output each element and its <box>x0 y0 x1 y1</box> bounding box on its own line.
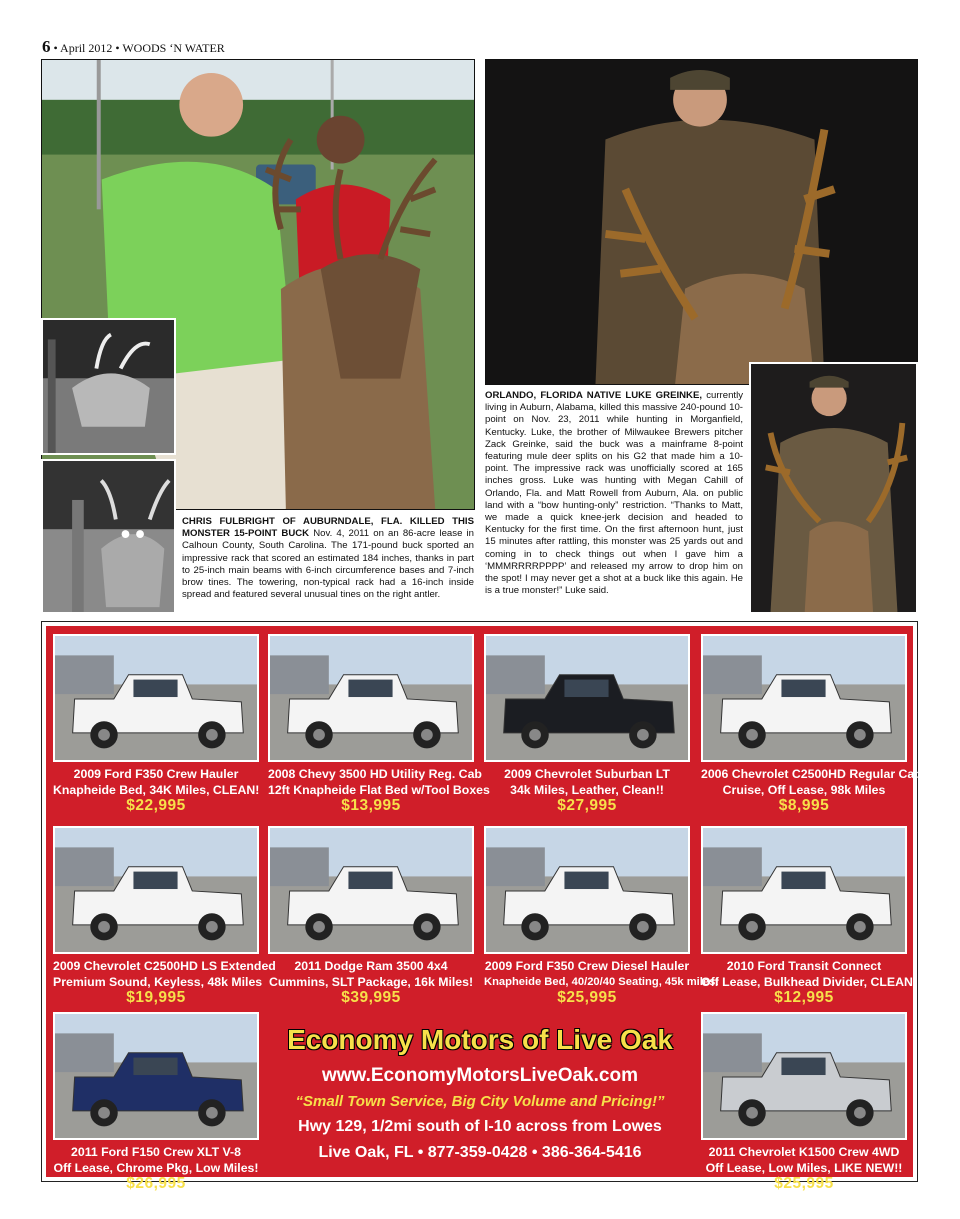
truck-features: Premium Sound, Keyless, 48k Miles <box>53 975 263 989</box>
truck-price: $19,995 <box>126 989 186 1006</box>
truck-photo <box>484 634 690 762</box>
truck-photo <box>53 634 259 762</box>
photo-greinke-inset <box>749 362 918 614</box>
truck-listing <box>53 826 276 1006</box>
dealer-slogan: “Small Town Service, Big City Volume and Pricing!” <box>295 1093 665 1110</box>
truck-features: Cummins, SLT Package, 16k Miles! <box>268 975 474 989</box>
truck-title: 2009 Ford F350 Crew Diesel Hauler <box>484 959 690 973</box>
truck-title: 2010 Ford Transit Connect <box>726 959 882 973</box>
dealer-address: Hwy 129, 1/2mi south of I-10 across from Lowes <box>298 1118 662 1135</box>
truck-title: 2009 Chevrolet C2500HD LS Extended <box>53 959 276 973</box>
dealer-contact: Live Oak, FL • 877-359-0428 • 386-364-5416 <box>318 1144 642 1161</box>
truck-features: Cruise, Off Lease, 98k Miles <box>722 783 886 797</box>
dealer-website[interactable]: www.EconomyMotorsLiveOak.com <box>321 1065 639 1086</box>
dealer-name: Economy Motors of Live Oak <box>287 1024 673 1055</box>
truck-listing <box>53 1012 259 1192</box>
truck-title: 2011 Ford F150 Crew XLT V-8 <box>71 1145 241 1159</box>
story-greinke-body: currently living in Auburn, Alabama, killed this massive 240-pound 10-point on Nov. 23, 2011 while hunting in Morganfield, Kentucky. Luke, the brother of Milwaukee Brewers pitcher Zack Greinke, said the buck was a mainframe 8-point featuring mule deer splits on his G2 that made him a 10-point. The impressive rack was unofficially scored at 165 inches gross. Luke was hunting with Megan Cahill of Orlando, Fla. and Matt Rowell from Auburn, Ala. on public land with a “bow hunting-only” restriction. “Thanks to Matt, we made a quick knee-jerk decision and headed to Kentucky for the first time. On the first afternoon hunt, just 15 minutes after rattling, this monster was 25 yards out and coming in to check things out when I gave him a ‘MMMRRRRPPPP’ and released my arrow to drop him on the spot! I may never get a shot at a buck like this again. He is a true monster!” Luke said. <box>485 390 744 597</box>
truck-features: 12ft Knapheide Flat Bed w/Tool Boxes <box>268 783 490 797</box>
truck-price: $22,995 <box>126 797 186 814</box>
truck-listing <box>701 1012 907 1192</box>
truck-photo <box>701 634 907 762</box>
truck-listing <box>484 826 720 1006</box>
truck-title: 2006 Chevrolet C2500HD Regular Cab <box>701 767 922 781</box>
truck-listing <box>701 826 917 1006</box>
truck-photo <box>268 634 474 762</box>
truck-title: 2009 Chevrolet Suburban LT <box>504 767 670 781</box>
page-header <box>42 37 225 57</box>
truck-price: $12,995 <box>774 989 834 1006</box>
truck-price: $25,995 <box>557 989 617 1006</box>
truck-listing <box>268 634 490 814</box>
dealer-info <box>270 1022 690 1166</box>
truck-title: 2008 Chevy 3500 HD Utility Reg. Cab <box>268 767 482 781</box>
truck-listing <box>701 634 922 814</box>
story-greinke-lead: ORLANDO, FLORIDA NATIVE LUKE GREINKE, <box>485 390 703 401</box>
truck-photo <box>701 1012 907 1140</box>
truck-price: $26,995 <box>126 1175 186 1192</box>
truck-features: 34k Miles, Leather, Clean!! <box>510 783 664 797</box>
truck-price: $8,995 <box>778 797 830 814</box>
truck-listing <box>53 634 259 814</box>
truck-price: $13,995 <box>341 797 401 814</box>
photo-greinke-buck <box>485 59 918 385</box>
story-fulbright-body: Nov. 4, 2011 on an 86-acre lease in Calhoun County, South Carolina. The 171-pound buck sported an impressive rack that scored an estimated 184 inches, thanks in part to 25-inch main beams with 6-inch circumference bases and 7-inch brow tines. The towering, non-typical rack had a 16-inch inside spread and featured several unusual tines on the right antler. <box>182 528 474 601</box>
story-fulbright-lead: CHRIS FULBRIGHT OF AUBURNDALE, FLA. KILLED THIS MONSTER 15-POINT BUCK <box>182 516 474 540</box>
truck-photo <box>53 1012 259 1140</box>
truck-features: Off Lease, Bulkhead Divider, CLEAN! <box>701 975 917 989</box>
story-greinke <box>485 390 743 597</box>
truck-features: Off Lease, Low Miles, LIKE NEW!! <box>705 1161 903 1175</box>
truck-features: Knapheide Bed, 34K Miles, CLEAN! <box>53 783 260 797</box>
truck-listing <box>484 634 690 814</box>
truck-price: $25,995 <box>774 1175 834 1192</box>
truck-photo <box>701 826 907 954</box>
photo-trailcam-2 <box>41 459 176 614</box>
truck-features: Knapheide Bed, 40/20/40 Seating, 45k miles! <box>484 976 720 988</box>
truck-title: 2011 Chevrolet K1500 Crew 4WD <box>708 1145 900 1159</box>
truck-photo <box>268 826 474 954</box>
truck-title: 2011 Dodge Ram 3500 4x4 <box>294 959 448 973</box>
truck-photo <box>484 826 690 954</box>
truck-price: $27,995 <box>557 797 617 814</box>
truck-title: 2009 Ford F350 Crew Hauler <box>73 767 239 781</box>
truck-photo <box>53 826 259 954</box>
issue-line: • April 2012 • WOODS ‘N WATER <box>50 41 225 55</box>
photo-trailcam-1 <box>41 318 176 455</box>
truck-listing <box>268 826 474 1006</box>
truck-price: $39,995 <box>341 989 401 1006</box>
page-number: 6 <box>42 37 51 56</box>
story-fulbright <box>182 516 474 601</box>
truck-features: Off Lease, Chrome Pkg, Low Miles! <box>53 1161 259 1175</box>
